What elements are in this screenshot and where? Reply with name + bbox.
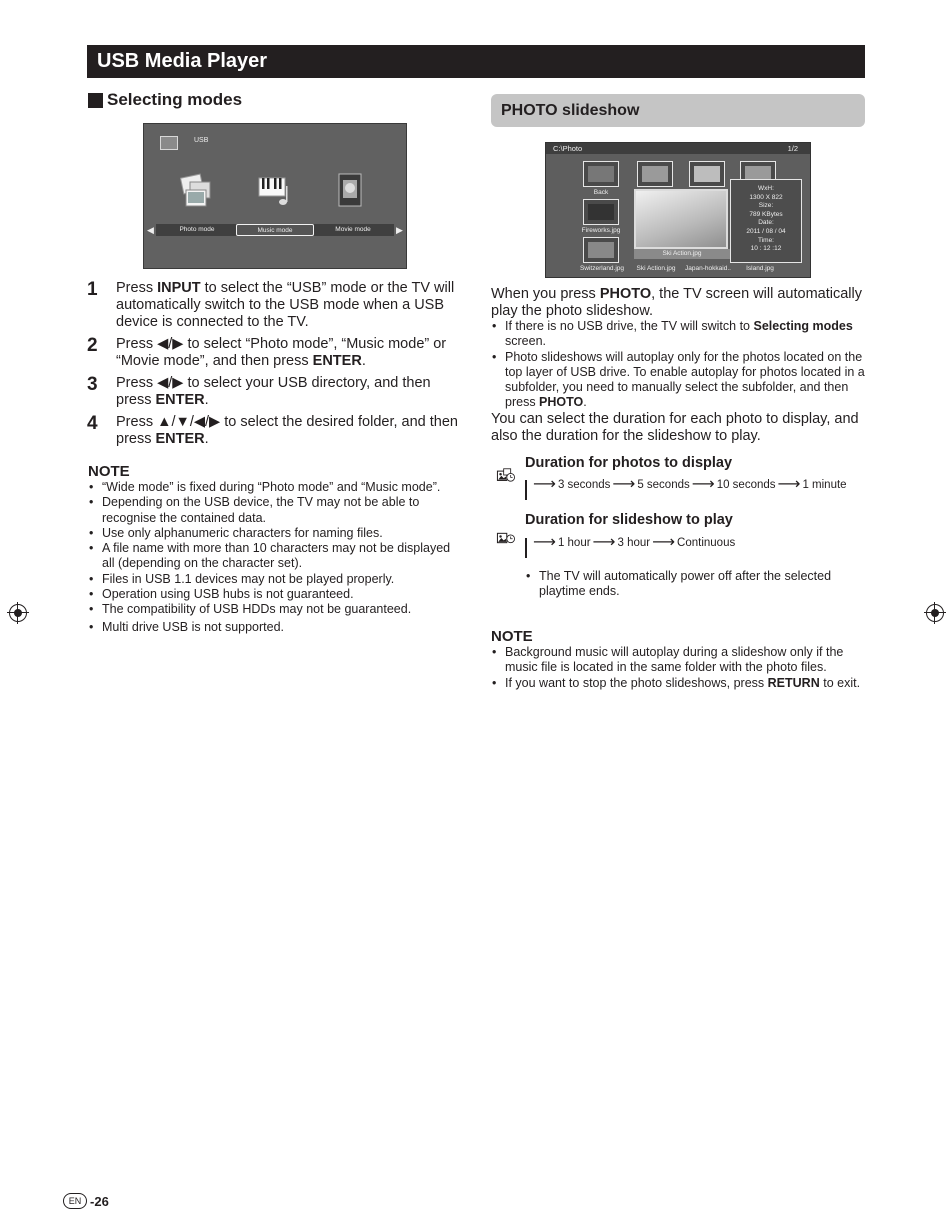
preview-caption: Ski Action.jpg [634,249,730,259]
step-text: Press ▲/▼/◀/▶ to select the desired folder, and then press ENTER. [116,414,458,447]
note-heading: NOTE [88,463,130,480]
folder-path: C:\Photo [553,144,583,153]
duration-option: 1 hour [557,537,591,549]
list-item: • A file name with more than 10 characters may not be displayed all (depending on the character set). [88,541,453,572]
page-number: 26 [94,1193,109,1209]
step-item [87,336,467,370]
cycle-loop-line [525,480,527,500]
list-item: • Multi drive USB is not supported. [88,620,453,635]
list-item: • Background music will autoplay during a slideshow only if the music file is located in the same folder with the photo files. [491,645,866,676]
duration-option: 3 hour [617,537,651,549]
step-text: Press ◀/▶ to select your USB directory, and then press ENTER. [116,375,431,408]
screen-topbar [546,143,810,154]
movie-mode-option[interactable]: Movie mode [335,226,371,233]
list-item: • Use only alphanumeric characters for naming files. [88,526,453,541]
list-item: • Depending on the USB device, the TV may not be able to recognise the contained data. [88,495,453,526]
cycle-steps [531,478,851,492]
list-item: • If you want to stop the photo slideshows, press RETURN to exit. [491,676,866,691]
bullet-list [525,569,860,600]
usb-icon [160,136,178,150]
photo-thumbnail[interactable] [583,237,619,263]
list-item: • Files in USB 1.1 devices may not be played properly. [88,572,453,587]
info-line: 2011 / 08 / 04 [746,227,786,235]
usb-label: USB [194,137,209,144]
back-label: Back [593,189,609,196]
info-line: Date: [758,219,774,227]
music-mode-icon [257,172,291,208]
arrow-right-icon: ⟶ [777,476,801,493]
duration-paragraph: You can select the duration for each photo to display, and also the duration for the slideshow to play. [491,411,859,444]
selecting-modes-screen [143,123,407,269]
section-title-text: Selecting modes [107,90,243,109]
page-header-title: USB Media Player [97,50,268,72]
arrow-right-icon: ⟶ [592,534,616,551]
photo-mode-icon [180,172,214,208]
info-line: 1300 X 822 [749,193,783,201]
slideshow-duration-icon [494,531,518,545]
info-line: 789 KBytes [749,210,783,218]
section-title-selecting-modes [88,90,242,110]
movie-mode-icon [333,172,367,208]
arrow-right-icon: ⟶ [533,476,556,493]
slideshow-duration-cycle [525,534,736,558]
slideshow-bullets [491,319,866,411]
photo-duration-cycle [525,476,847,500]
power-note [525,569,860,600]
photo-thumbnail[interactable] [637,161,673,187]
step-text: Press ◀/▶ to select “Photo mode”, “Music mode” or “Movie mode”, and then press ENTER. [116,336,447,369]
cycle-steps [531,536,739,550]
right-note-block [491,628,866,691]
list-item: • The TV will automatically power off after the selected playtime ends. [525,569,860,600]
page-dash: - [90,1193,95,1209]
duration-option: 5 seconds [637,479,690,491]
list-item: • Operation using USB hubs is not guaranteed. [88,587,453,602]
left-arrow-icon[interactable]: ◀ [147,225,154,235]
music-mode-option[interactable]: Music mode [236,224,314,236]
bullet-list [491,319,866,411]
duration-option: 1 minute [802,479,847,491]
list-item: • If there is no USB drive, the TV will switch to Selecting modes screen. [491,319,866,350]
photo-duration-icon [494,468,518,482]
info-line: Time: [757,236,774,244]
thumbnail-label: Switzerland.jpg [579,265,625,272]
intro-paragraph: When you press PHOTO, the TV screen will automatically play the photo slideshow. [491,286,862,319]
list-item: • Photo slideshows will autoplay only for the photos located on the top layer of USB drive. To enable autoplay for photos located in a subfolder, you need to manually select the subfolder, and then press PHOTO. [491,350,866,411]
duration-option: 10 seconds [716,479,776,491]
duration-option: 3 seconds [557,479,611,491]
info-line: WxH: [758,185,774,192]
arrow-right-icon: ⟶ [691,476,715,493]
arrow-right-icon: ⟶ [652,534,676,551]
step-text: Press INPUT to select the “USB” mode or the TV will automatically switch to the USB mode when a USB device is connected to the TV. [116,280,455,330]
arrow-right-icon: ⟶ [612,476,636,493]
registration-mark-icon [9,604,27,622]
page-indicator: 1/2 [787,144,798,153]
back-thumbnail[interactable] [583,161,619,187]
slideshow-duration-title: Duration for slideshow to play [525,512,733,528]
photo-duration-title: Duration for photos to display [525,455,733,471]
registration-mark-icon [926,604,944,622]
photo-thumbnail[interactable] [689,161,725,187]
steps-list [87,280,467,453]
photo-info-panel [730,179,802,263]
photo-mode-option[interactable]: Photo mode [179,226,215,233]
duration-option: Continuous [677,537,736,549]
step-number: 3 [87,374,98,395]
note-list [88,480,453,635]
step-number: 1 [87,279,98,300]
left-note-block [88,463,453,635]
step-item [87,280,467,331]
thumbnail-label: Ski Action.jpg [636,265,676,272]
list-item: • “Wide mode” is fixed during “Photo mode” and “Music mode”. [88,480,453,495]
step-item [87,375,467,409]
thumbnail-label: Island.jpg [746,265,774,272]
page-footer [63,1193,109,1209]
step-number: 2 [87,335,98,356]
step-item [87,414,467,448]
step-number: 4 [87,413,98,434]
photo-slideshow-screen [545,142,811,278]
section-title-photo-slideshow: PHOTO slideshow [491,94,865,127]
thumbnail-label: Japan-hokkaid.. [685,265,731,272]
info-line: Size: [758,202,774,210]
language-badge: EN [63,1193,87,1209]
fireworks-thumbnail[interactable] [583,199,619,225]
page-header [87,45,865,78]
cycle-loop-line [525,538,527,558]
right-arrow-icon[interactable]: ▶ [396,225,403,235]
fireworks-label: Fireworks.jpg [581,227,621,234]
note-list [491,645,866,691]
arrow-right-icon: ⟶ [533,534,556,551]
photo-preview [634,189,728,249]
list-item: • The compatibility of USB HDDs may not be guaranteed. [88,602,453,617]
square-bullet-icon [88,93,103,108]
info-line: 10 : 12 :12 [750,245,782,253]
note-heading: NOTE [491,628,533,645]
